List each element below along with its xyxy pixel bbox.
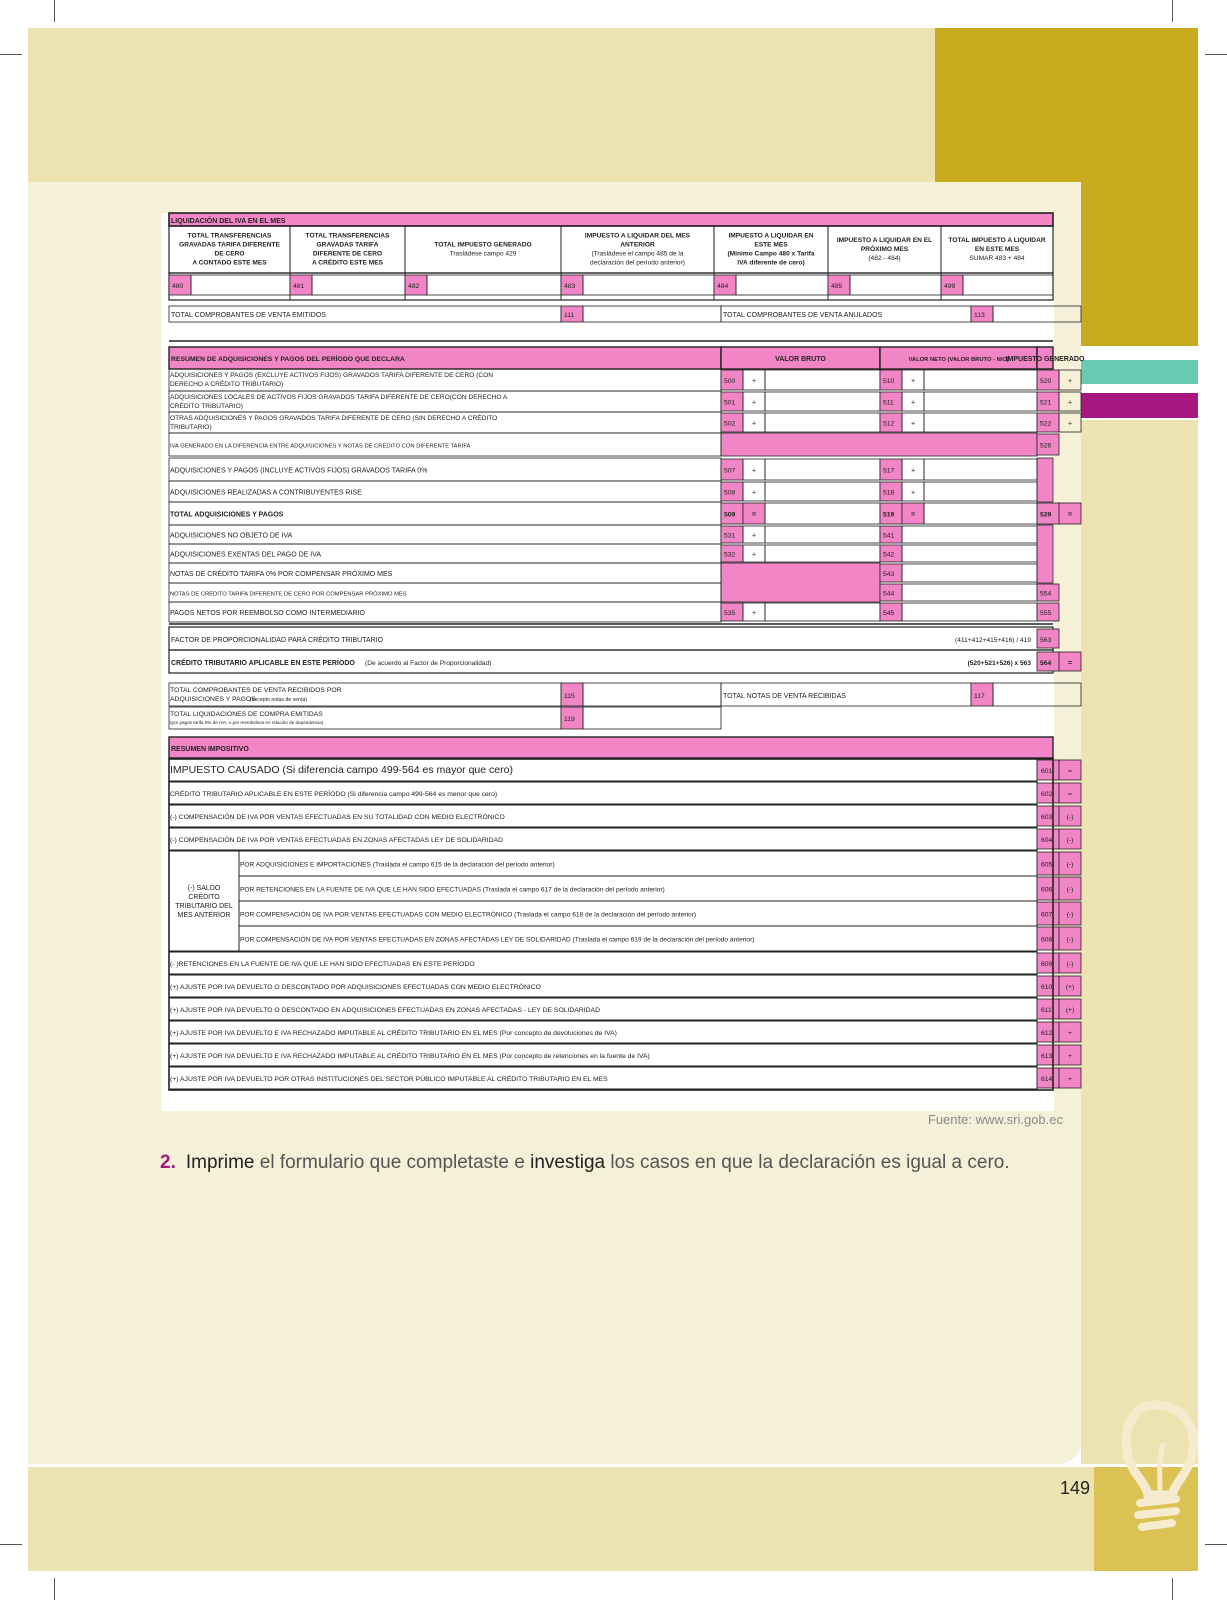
field-code: 535 bbox=[724, 610, 736, 617]
field-code: 509 bbox=[724, 511, 736, 519]
adquisiciones-label: ADQUISICIONES EXENTAS DEL PAGO DE IVA bbox=[170, 551, 322, 559]
field-code: 608 bbox=[1041, 936, 1053, 944]
crop-mark bbox=[0, 54, 22, 55]
field-code: 542 bbox=[883, 551, 895, 559]
impositivo-label: (+) AJUSTE POR IVA DEVUELTO O DESCONTADO POR ADQUISICIONES EFECTUADAS CON MEDIO ELECTRÓNICO bbox=[170, 984, 541, 991]
crop-mark bbox=[0, 1544, 22, 1545]
field-sign: + bbox=[751, 551, 757, 559]
field-code: 512 bbox=[883, 420, 895, 428]
adquisiciones-label: OTRAS ADQUISICIONES Y PAGOS GRAVADOS TARIFA DIFERENTE DE CERO (SIN DERECHO A CRÉDITO bbox=[170, 415, 498, 422]
field-input bbox=[191, 275, 290, 295]
field-sign: + bbox=[910, 378, 916, 385]
field-sign: + bbox=[910, 467, 916, 475]
field-input bbox=[902, 603, 1037, 621]
field-code: 501 bbox=[724, 399, 736, 407]
impositivo-label: POR RETENCIONES EN LA FUENTE DE IVA QUE LE HAN SIDO EFECTUADAS (Traslada el campo 617 de la declaración del período anterior) bbox=[240, 886, 665, 894]
adquisiciones-label: ADQUISICIONES LOCALES DE ACTIVOS FIJOS GRAVADOS TARIFA DIFERENTE DE CERO(CON DERECHO A bbox=[170, 394, 508, 401]
field-sign: + bbox=[1068, 1030, 1072, 1037]
field-sign: + bbox=[1068, 1076, 1072, 1083]
impositivo-title: RESUMEN IMPOSITIVO bbox=[171, 746, 249, 753]
crop-mark bbox=[1205, 54, 1227, 55]
field-input bbox=[583, 707, 721, 729]
crop-mark bbox=[1205, 1544, 1227, 1545]
crop-mark bbox=[1172, 1578, 1173, 1600]
shaded-block bbox=[721, 563, 880, 602]
field-input bbox=[924, 370, 1037, 390]
field-code: 604 bbox=[1041, 837, 1053, 844]
field-input bbox=[427, 275, 561, 295]
field-input bbox=[902, 564, 1037, 582]
field-sign: + bbox=[751, 610, 757, 617]
comprobantes-emitidos-label: TOTAL COMPROBANTES DE VENTA EMITIDOS bbox=[171, 312, 326, 319]
adquisiciones-label: NOTAS DE CRÉDITO TARIFA DIFERENTE DE CERO POR COMPENSAR PRÓXIMO MES bbox=[170, 591, 407, 598]
adquisiciones-label: DERECHO A CRÉDITO TRIBUTARIO) bbox=[170, 381, 284, 388]
field-code: 601 bbox=[1041, 768, 1053, 775]
question-text: los casos en que la declaración es igual a cero. bbox=[605, 1152, 1010, 1173]
col-header-impuesto: IMPUESTO GENERADO bbox=[1005, 356, 1085, 363]
impositivo-label: (+) AJUSTE POR IVA DEVUELTO E IVA RECHAZADO IMPUTABLE AL CRÉDITO TRIBUTARIO EN EL MES (Por concepto de retenciones en la fuente de IVA) bbox=[170, 1053, 650, 1060]
field-code: 522 bbox=[1040, 420, 1052, 428]
form-table bbox=[161, 213, 1085, 1111]
liquidacion-header-text: TOTAL TRANSFERENCIAS bbox=[187, 232, 272, 240]
notas-label: TOTAL NOTAS DE VENTA RECIBIDAS bbox=[723, 693, 846, 700]
liquidacion-header-text: PRÓXIMO MES bbox=[860, 246, 909, 253]
credito-label: CRÉDITO TRIBUTARIO APLICABLE EN ESTE PERÍODO bbox=[171, 660, 355, 667]
field-input bbox=[312, 275, 405, 295]
adquisiciones-label: NOTAS DE CRÉDITO TARIFA 0% POR COMPENSAR PRÓXIMO MES bbox=[170, 571, 393, 578]
field-code: 544 bbox=[883, 590, 895, 598]
field-input bbox=[583, 683, 721, 706]
field-code: 532 bbox=[724, 551, 736, 559]
field-sign: + bbox=[751, 467, 757, 475]
crop-mark bbox=[1172, 0, 1173, 22]
field-code: 482 bbox=[408, 283, 420, 290]
right-margin-strip bbox=[1081, 420, 1198, 1464]
comprobantes-anulados-label: TOTAL COMPROBANTES DE VENTA ANULADOS bbox=[723, 312, 883, 319]
field-sign: = bbox=[1067, 511, 1073, 519]
question-text: el formulario que completaste e bbox=[254, 1152, 531, 1173]
liquidacion-header-text: ANTERIOR bbox=[620, 241, 655, 249]
magenta-accent-bar bbox=[1081, 393, 1198, 418]
factor-formula: (411+412+415+416) / 419 bbox=[955, 637, 1031, 644]
liquidacion-header-text: A CONTADO ESTE MES bbox=[192, 259, 267, 267]
field-sign: (+) bbox=[1065, 1007, 1075, 1014]
field-code: 499 bbox=[944, 283, 956, 290]
field-code: 119 bbox=[564, 716, 575, 723]
field-code: 481 bbox=[293, 283, 305, 290]
liquidacion-header-text: SUMAR 483 + 484 bbox=[969, 255, 1025, 262]
saldo-label: MES ANTERIOR bbox=[177, 912, 231, 919]
field-sign: + bbox=[910, 489, 916, 497]
recibidos-label: ADQUISICIONES Y PAGOS bbox=[170, 696, 256, 703]
factor-label: FACTOR DE PROPORCIONALIDAD PARA CRÉDITO TRIBUTARIO bbox=[171, 637, 384, 644]
field-code: 113 bbox=[974, 312, 985, 319]
liquidacion-header-text: Trasládese campo 429 bbox=[449, 250, 517, 258]
field-code: 500 bbox=[724, 378, 736, 385]
field-sign: (-) bbox=[1066, 911, 1074, 919]
credito-formula: (520+521+526) x 563 bbox=[967, 660, 1031, 667]
liquidacion-header-text: IMPUESTO A LIQUIDAR EN EL bbox=[836, 237, 933, 244]
impositivo-label: IMPUESTO CAUSADO (Si diferencia campo 499-564 es mayor que cero) bbox=[170, 764, 513, 776]
field-code: 602 bbox=[1041, 791, 1053, 798]
impositivo-label: (+) AJUSTE POR IVA DEVUELTO POR OTRAS INSTITUCIONES DEL SECTOR PÚBLICO IMPUTABLE AL CRÉDITO TRIBUTARIO EN EL MES bbox=[170, 1076, 608, 1083]
field-sign: + bbox=[910, 420, 916, 428]
col-header-bruto: VALOR BRUTO bbox=[775, 356, 826, 363]
field-code: 564 bbox=[1040, 660, 1052, 667]
liquidacion-header-text: TOTAL TRANSFERENCIAS bbox=[305, 232, 390, 240]
liquidacion-header-text: IVA diferente de cero) bbox=[737, 259, 805, 267]
field-code: 117 bbox=[974, 693, 985, 700]
liquidacion-header-text: DE CERO bbox=[214, 250, 245, 258]
field-sign: = bbox=[910, 511, 916, 519]
field-code: 502 bbox=[724, 420, 736, 428]
field-sign: + bbox=[910, 399, 916, 407]
field-code: 611 bbox=[1041, 1007, 1052, 1014]
field-input bbox=[765, 503, 880, 524]
field-sign: + bbox=[751, 532, 757, 540]
field-sign: (-) bbox=[1066, 837, 1074, 844]
liquidacion-header-text: GRAVADAS TARIFA DIFERENTE bbox=[179, 241, 280, 249]
field-input bbox=[902, 526, 1037, 543]
liquidacion-header-text: A CRÉDITO ESTE MES bbox=[311, 259, 384, 267]
col-header-neto: VALOR NETO (VALOR BRUTO - N/C) bbox=[908, 357, 1009, 363]
field-input bbox=[765, 526, 880, 543]
adquisiciones-label: TOTAL ADQUISICIONES Y PAGOS bbox=[170, 511, 284, 519]
impositivo-label: (- )RETENCIONES EN LA FUENTE DE IVA QUE LE HAN SIDO EFECTUADAS EN ESTE PERÍODO bbox=[170, 961, 475, 968]
exercise-question bbox=[160, 1152, 1010, 1174]
field-code: 605 bbox=[1041, 861, 1053, 869]
field-input bbox=[963, 275, 1053, 295]
section-title-liquidacion bbox=[169, 213, 1053, 226]
impositivo-label: POR COMPENSACIÓN DE IVA POR VENTAS EFECTUADAS EN ZONAS AFECTADAS LEY DE SOLIDARIDAD (Traslada el campo 619 de la declaración del período anterior) bbox=[240, 936, 755, 944]
field-input bbox=[736, 275, 828, 295]
field-sign: (+) bbox=[1065, 984, 1075, 991]
field-code: 603 bbox=[1041, 814, 1053, 821]
field-code: 510 bbox=[883, 378, 895, 385]
field-sign: = bbox=[751, 511, 757, 519]
teal-accent-bar bbox=[1081, 360, 1198, 384]
field-code: 613 bbox=[1041, 1053, 1053, 1060]
field-code: 519 bbox=[883, 511, 895, 519]
question-number: 2. bbox=[160, 1152, 176, 1173]
field-sign: (-) bbox=[1066, 814, 1074, 821]
adquisiciones-label: IVA GENERADO EN LA DIFERENCIA ENTRE ADQUISICIONES Y NOTAS DE CREDITO CON DIFERENTE TARIFA bbox=[170, 443, 471, 450]
impositivo-label: (-) COMPENSACIÓN DE IVA POR VENTAS EFECTUADAS EN ZONAS AFECTADAS LEY DE SOLIDARIDAD bbox=[170, 837, 503, 844]
liquidacion-header-text: ESTE MES bbox=[754, 241, 788, 249]
field-code: 508 bbox=[724, 489, 736, 497]
liquidaciones-note: (por pagos tarifa 0% de IVA, o por reembolsos en relación de dependencia) bbox=[170, 720, 324, 725]
saldo-label: TRIBUTARIO DEL bbox=[175, 903, 233, 910]
field-code: 485 bbox=[831, 283, 843, 290]
shaded-block bbox=[1037, 458, 1053, 502]
field-input bbox=[924, 413, 1037, 432]
field-input bbox=[765, 482, 880, 501]
field-input bbox=[924, 459, 1037, 480]
impositivo-label: CRÉDITO TRIBUTARIO APLICABLE EN ESTE PERÍODO (Si diferencia campo 499-564 es menor que cero) bbox=[170, 791, 498, 798]
field-code: 521 bbox=[1040, 399, 1052, 407]
impositivo-label: (+) AJUSTE POR IVA DEVUELTO O DESCONTADO EN ADQUISICIONES EFECTUADAS EN ZONAS AFECTADAS - LEY DE SOLIDARIDAD bbox=[170, 1007, 600, 1014]
field-sign: + bbox=[751, 399, 757, 407]
impositivo-label: POR COMPENSACIÓN DE IVA POR VENTAS EFECTUADAS CON MEDIO ELECTRÓNICO (Traslada el campo 618 de la declaración del período anterior) bbox=[240, 911, 697, 919]
adquisiciones-label: ADQUISICIONES Y PAGOS (INCLUYE ACTIVOS FIJOS) GRAVADOS TARIFA 0% bbox=[170, 467, 428, 475]
field-sign: (-) bbox=[1066, 861, 1074, 869]
field-input bbox=[765, 413, 880, 432]
field-sign: + bbox=[751, 378, 757, 385]
field-code: 511 bbox=[883, 399, 894, 407]
field-code: 520 bbox=[1040, 378, 1052, 385]
adquisiciones-label: ADQUISICIONES REALIZADAS A CONTRIBUYENTES RISE bbox=[170, 489, 362, 497]
liquidacion-header-text: IMPUESTO A LIQUIDAR EN bbox=[728, 232, 814, 240]
field-code: 115 bbox=[564, 693, 575, 700]
impositivo-label: (-) COMPENSACIÓN DE IVA POR VENTAS EFECTUADAS EN SU TOTALIDAD CON MEDIO ELECTRÓNICO bbox=[170, 814, 505, 821]
field-code: 480 bbox=[172, 283, 184, 290]
field-sign: + bbox=[751, 489, 757, 497]
field-code: 610 bbox=[1041, 984, 1053, 991]
shaded-block bbox=[721, 433, 1037, 456]
liquidacion-header-text: (Mínimo Campo 480 x Tarifa bbox=[727, 250, 815, 258]
saldo-label: CRÉDITO bbox=[188, 894, 220, 901]
impositivo-title-cell bbox=[169, 737, 1053, 758]
section-title-liquidacion-text: LIQUIDACIÓN DEL IVA EN EL MES bbox=[171, 218, 286, 225]
field-code: 606 bbox=[1041, 886, 1053, 894]
liquidacion-header-text: TOTAL IMPUESTO A LIQUIDAR bbox=[948, 237, 1046, 244]
saldo-label: (-) SALDO bbox=[187, 885, 221, 892]
field-sign: = bbox=[1067, 660, 1073, 667]
field-code: 555 bbox=[1040, 610, 1052, 617]
field-input bbox=[765, 603, 880, 621]
field-code: 526 bbox=[1040, 442, 1052, 450]
field-sign: (-) bbox=[1066, 961, 1074, 968]
field-code: 607 bbox=[1041, 911, 1053, 919]
crop-mark bbox=[54, 1578, 55, 1600]
field-sign: (-) bbox=[1066, 886, 1074, 894]
field-code: 483 bbox=[564, 283, 576, 290]
field-code: 563 bbox=[1040, 637, 1052, 644]
footer-band bbox=[28, 1467, 1198, 1571]
field-input bbox=[902, 545, 1037, 562]
field-sign: + bbox=[1067, 399, 1073, 407]
page-number: 149 bbox=[1060, 1478, 1091, 1498]
crop-mark bbox=[54, 0, 55, 22]
field-code: 543 bbox=[883, 571, 895, 578]
liquidacion-header-text: (Trasládese el campo 485 de la bbox=[591, 250, 684, 258]
field-code: 484 bbox=[717, 283, 729, 290]
field-input bbox=[583, 275, 714, 295]
field-code: 612 bbox=[1041, 1030, 1053, 1037]
shaded-block bbox=[1037, 525, 1053, 583]
adquisiciones-label: TRIBUTARIO) bbox=[170, 424, 212, 431]
field-code: 531 bbox=[724, 532, 736, 540]
lightbulb-icon bbox=[1100, 1395, 1200, 1555]
field-sign: + bbox=[751, 420, 757, 428]
field-code: 614 bbox=[1041, 1076, 1053, 1083]
adquisiciones-label: ADQUISICIONES Y PAGOS (EXCLUYE ACTIVOS FIJOS) GRAVADOS TARIFA DIFERENTE DE CERO (CON bbox=[170, 372, 494, 379]
field-code: 554 bbox=[1040, 590, 1052, 598]
question-keyword: Imprime bbox=[185, 1152, 255, 1173]
field-input bbox=[850, 275, 941, 295]
liquidacion-header-text: GRAVADAS TARIFA bbox=[316, 241, 379, 249]
field-code: 545 bbox=[883, 610, 895, 617]
field-input bbox=[902, 584, 1037, 601]
recibidos-note: (excepto notas de venta) bbox=[250, 697, 308, 703]
saldo-label-cell bbox=[169, 851, 239, 951]
field-input bbox=[924, 392, 1037, 411]
question-keyword: investiga bbox=[530, 1152, 606, 1173]
impositivo-label: POR ADQUISICIONES E IMPORTACIONES (Traslada el campo 615 de la declaración del período anterior) bbox=[240, 861, 555, 869]
iva-declaration-form bbox=[161, 213, 1085, 1111]
credito-note: (De acuerdo al Factor de Proporcionalidad) bbox=[365, 660, 492, 667]
impositivo-label: (+) AJUSTE POR IVA DEVUELTO E IVA RECHAZADO IMPUTABLE AL CRÉDITO TRIBUTARIO EN EL MES (Por concepto de devoluciones de IVA) bbox=[170, 1030, 617, 1037]
field-input bbox=[924, 503, 1037, 524]
liquidacion-header-text: TOTAL IMPUESTO GENERADO bbox=[434, 241, 532, 249]
field-sign: (-) bbox=[1066, 936, 1074, 944]
recibidos-label: TOTAL COMPROBANTES DE VENTA RECIBIDOS POR bbox=[170, 687, 342, 694]
field-code: 541 bbox=[883, 532, 895, 540]
field-code: 517 bbox=[883, 467, 895, 475]
field-input bbox=[765, 545, 880, 562]
field-input bbox=[924, 482, 1037, 501]
liquidaciones-label: TOTAL LIQUIDACIONES DE COMPRA EMITIDAS bbox=[170, 711, 323, 718]
field-input bbox=[583, 306, 721, 322]
field-code: 518 bbox=[883, 489, 895, 497]
liquidacion-header-text: declaración del período anterior) bbox=[590, 259, 685, 267]
field-sign: + bbox=[1068, 1053, 1072, 1060]
adquisiciones-label: CRÉDITO TRIBUTARIO) bbox=[170, 403, 243, 410]
impositivo-frame bbox=[169, 759, 1053, 1090]
liquidacion-header-text: IMPUESTO A LIQUIDAR DEL MES bbox=[584, 232, 691, 240]
liquidacion-header-text: (482 - 484) bbox=[868, 255, 901, 262]
field-code: 609 bbox=[1041, 961, 1053, 968]
field-code: 507 bbox=[724, 467, 736, 475]
field-sign: + bbox=[1067, 378, 1073, 385]
field-sign: = bbox=[1068, 768, 1072, 775]
liquidacion-header-text: EN ESTE MES bbox=[974, 246, 1020, 253]
field-sign: + bbox=[1067, 420, 1073, 428]
source-caption: Fuente: www.sri.gob.ec bbox=[927, 1112, 1063, 1127]
liquidacion-header-text: DIFERENTE DE CERO bbox=[312, 250, 383, 258]
field-input bbox=[765, 370, 880, 390]
adquisiciones-title: RESUMEN DE ADQUISICIONES Y PAGOS DEL PERÍODO QUE DECLARA bbox=[171, 356, 405, 363]
field-code: 529 bbox=[1040, 511, 1052, 519]
adquisiciones-label: PAGOS NETOS POR REEMBOLSO COMO INTERMEDIARIO bbox=[170, 610, 365, 617]
field-sign: = bbox=[1068, 791, 1072, 798]
adquisiciones-label: ADQUISICIONES NO OBJETO DE IVA bbox=[170, 532, 293, 540]
field-input bbox=[765, 459, 880, 480]
field-input bbox=[765, 392, 880, 411]
field-code: 111 bbox=[564, 312, 575, 319]
